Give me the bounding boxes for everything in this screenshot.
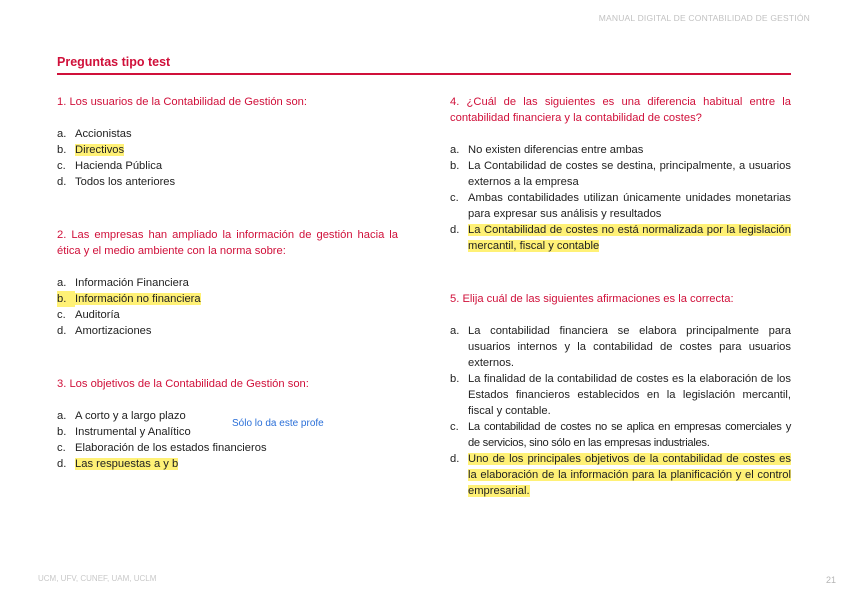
option-list	[57, 126, 398, 190]
footer-institutions: UCM, UFV, CUNEF, UAM, UCLM	[38, 574, 157, 583]
option-d	[450, 222, 791, 254]
option-text: Auditoría	[75, 309, 120, 321]
highlighted-answer: Las respuestas a y b	[75, 458, 179, 470]
option-a	[450, 142, 791, 158]
option-letter: b.	[57, 144, 67, 156]
option-letter: d.	[450, 224, 460, 236]
option-c	[57, 440, 398, 456]
option-letter: c.	[57, 442, 66, 454]
option-text: La Contabilidad de costes se destina, principalmente, a usuarios externos a la empresa	[468, 160, 791, 188]
option-letter: b.	[450, 160, 460, 172]
option-d	[57, 174, 398, 190]
question-3	[57, 376, 398, 472]
option-text: Hacienda Pública	[75, 160, 163, 172]
question-1	[57, 94, 398, 190]
left-column	[57, 94, 398, 472]
question-5	[450, 291, 791, 499]
option-d	[57, 323, 398, 339]
option-b	[57, 142, 398, 158]
option-c	[450, 419, 791, 451]
option-text: La finalidad de la contabilidad de costes es la elaboración de los Estados financieros establecidos en la legislación mercantil, fiscal y contable.	[468, 373, 791, 417]
option-a	[57, 408, 398, 424]
option-letter: b.	[57, 426, 67, 438]
option-letter: c.	[57, 309, 66, 321]
question-text: 4. ¿Cuál de las siguientes es una diferencia habitual entre la contabilidad financiera y la contabilidad de costes?	[450, 96, 791, 124]
highlighted-answer: Información no financiera	[75, 293, 201, 305]
option-text: Información Financiera	[75, 277, 189, 289]
option-list	[57, 275, 398, 339]
option-c	[450, 190, 791, 222]
option-b	[450, 371, 791, 419]
option-letter: d.	[57, 325, 67, 337]
option-d	[57, 456, 398, 472]
option-letter: a.	[57, 410, 67, 422]
highlighted-answer: Directivos	[75, 144, 125, 156]
option-text: A corto y a largo plazo	[75, 410, 186, 422]
option-letter: d.	[57, 458, 67, 470]
title-divider	[57, 73, 791, 75]
option-a	[450, 323, 791, 371]
option-b	[57, 424, 398, 440]
option-text: La contabilidad de costes no se aplica en empresas comerciales y de servicios, sino sólo en las empresas industriales.	[468, 421, 791, 449]
option-list	[57, 408, 398, 472]
question-text: 5. Elija cuál de las siguientes afirmaciones es la correcta:	[450, 293, 734, 305]
question-text: 1. Los usuarios de la Contabilidad de Gestión son:	[57, 96, 308, 108]
option-text: Todos los anteriores	[75, 176, 176, 188]
option-letter: c.	[450, 421, 459, 433]
manual-title: MANUAL DIGITAL DE CONTABILIDAD DE GESTIÓN	[598, 13, 810, 23]
option-text: La contabilidad financiera se elabora principalmente para usuarios internos y la contabilidad de costes para usuarios externos.	[468, 325, 791, 369]
option-list	[450, 142, 791, 254]
option-letter: d.	[57, 176, 67, 188]
highlighted-answer: Uno de los principales objetivos de la contabilidad de costes es la elaboración de la información para la planificación y el control empresarial.	[468, 453, 791, 497]
option-letter: b.	[57, 291, 75, 307]
option-text: Elaboración de los estados financieros	[75, 442, 267, 454]
option-b	[57, 291, 398, 307]
option-letter: b.	[450, 373, 460, 385]
option-letter: a.	[450, 325, 460, 337]
option-a	[57, 275, 398, 291]
option-letter: a.	[450, 144, 460, 156]
right-column	[450, 94, 791, 499]
option-a	[57, 126, 398, 142]
option-b	[450, 158, 791, 190]
question-text: 3. Los objetivos de la Contabilidad de Gestión son:	[57, 378, 309, 390]
option-c	[57, 307, 398, 323]
section-title: Preguntas tipo test	[57, 55, 171, 69]
option-text: Accionistas	[75, 128, 132, 140]
question-text: 2. Las empresas han ampliado la información de gestión hacia la ética y el medio ambiente con la norma sobre:	[57, 229, 398, 257]
option-text: Amortizaciones	[75, 325, 152, 337]
handwritten-note: Sólo lo da este profe	[232, 418, 324, 429]
page-number: 21	[825, 575, 836, 585]
option-letter: a.	[57, 128, 67, 140]
option-list	[450, 323, 791, 499]
option-text: Ambas contabilidades utilizan únicamente unidades monetarias para expresar sus análisis y resultados	[468, 192, 791, 220]
option-letter: d.	[450, 453, 460, 465]
highlighted-answer: La Contabilidad de costes no está normalizada por la legislación mercantil, fiscal y contable	[468, 224, 791, 252]
option-c	[57, 158, 398, 174]
question-4	[450, 94, 791, 254]
option-letter: c.	[57, 160, 66, 172]
option-d	[450, 451, 791, 499]
option-text: No existen diferencias entre ambas	[468, 144, 644, 156]
option-letter: c.	[450, 192, 459, 204]
option-text: Instrumental y Analítico	[75, 426, 191, 438]
option-letter: a.	[57, 277, 67, 289]
